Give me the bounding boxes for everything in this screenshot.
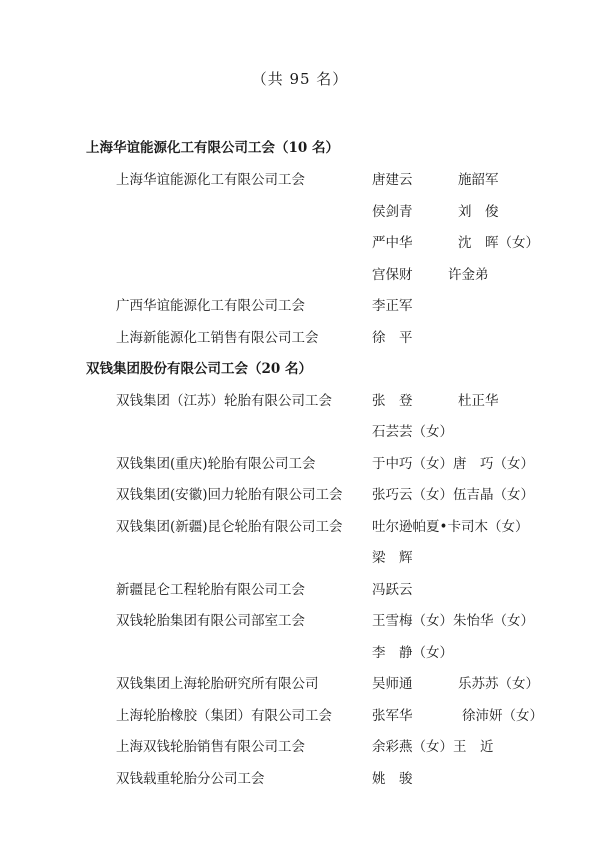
name-row bbox=[372, 231, 539, 251]
name-row bbox=[372, 735, 494, 755]
person-name: 侯剑青 bbox=[372, 204, 413, 220]
org-name: 双钱轮胎集团有限公司部室工会 bbox=[116, 613, 305, 629]
page-title: （共 95 名） bbox=[251, 70, 349, 88]
person-name: 许金弟 bbox=[448, 267, 489, 283]
person-name: 施韶军 bbox=[458, 172, 499, 188]
name-row bbox=[372, 200, 499, 220]
person-name: 吴师通 bbox=[372, 676, 413, 692]
person-name: 冯跃云 bbox=[372, 582, 413, 598]
person-name: 宫保财 bbox=[372, 267, 413, 283]
name-row bbox=[372, 641, 453, 661]
org-name: 上海华谊能源化工有限公司工会 bbox=[116, 172, 305, 188]
org-name: 双钱集团（江苏）轮胎有限公司工会 bbox=[116, 393, 332, 409]
name-row bbox=[372, 294, 413, 314]
org-name: 广西华谊能源化工有限公司工会 bbox=[116, 298, 305, 314]
person-name: 严中华 bbox=[372, 235, 413, 251]
org-name: 双钱集团(安徽)回力轮胎有限公司工会 bbox=[116, 487, 343, 503]
name-row bbox=[372, 515, 528, 535]
org-name: 双钱载重轮胎分公司工会 bbox=[116, 771, 265, 787]
person-name: 张军华 bbox=[372, 708, 413, 724]
name-row bbox=[372, 609, 534, 629]
person-name: 刘 俊 bbox=[458, 204, 499, 220]
person-name: 梁 辉 bbox=[372, 550, 413, 566]
person-name: 杜正华 bbox=[458, 393, 499, 409]
name-row bbox=[372, 672, 539, 692]
name-row bbox=[372, 168, 499, 188]
name-row bbox=[372, 704, 543, 724]
org-name: 双钱集团(重庆)轮胎有限公司工会 bbox=[116, 456, 316, 472]
person-name: 王雪梅（女）朱怡华（女） bbox=[372, 613, 534, 629]
name-row bbox=[372, 483, 534, 503]
person-name: 乐苏苏（女） bbox=[458, 676, 539, 692]
name-row bbox=[372, 767, 413, 787]
person-name: 唐建云 bbox=[372, 172, 413, 188]
person-name: 徐沛妍（女） bbox=[462, 708, 543, 724]
org-name: 双钱集团上海轮胎研究所有限公司 bbox=[116, 676, 319, 692]
person-name: 张巧云（女）伍吉晶（女） bbox=[372, 487, 534, 503]
person-name: 余彩燕（女）王 近 bbox=[372, 739, 494, 755]
name-row bbox=[372, 578, 413, 598]
org-name: 双钱集团(新疆)昆仑轮胎有限公司工会 bbox=[116, 519, 343, 535]
person-name: 吐尔逊帕夏•卡司木（女） bbox=[372, 519, 529, 535]
person-name: 石芸芸（女） bbox=[372, 424, 453, 440]
person-name: 姚 骏 bbox=[372, 771, 413, 787]
person-name: 张 登 bbox=[372, 393, 413, 409]
name-row bbox=[372, 420, 453, 440]
name-row bbox=[372, 326, 413, 346]
section-heading: 双钱集团股份有限公司工会（20 名） bbox=[86, 361, 312, 377]
person-name: 李 静（女） bbox=[372, 645, 453, 661]
name-row bbox=[372, 546, 413, 566]
section-heading: 上海华谊能源化工有限公司工会（10 名） bbox=[86, 140, 339, 156]
person-name: 沈 晖（女） bbox=[458, 235, 539, 251]
name-row bbox=[372, 389, 499, 409]
name-row bbox=[372, 263, 489, 283]
name-row bbox=[372, 452, 534, 472]
person-name: 李正军 bbox=[372, 298, 413, 314]
person-name: 徐 平 bbox=[372, 330, 413, 346]
org-name: 上海轮胎橡胶（集团）有限公司工会 bbox=[116, 708, 332, 724]
org-name: 上海双钱轮胎销售有限公司工会 bbox=[116, 739, 305, 755]
person-name: 于中巧（女）唐 巧（女） bbox=[372, 456, 534, 472]
org-name: 新疆昆仑工程轮胎有限公司工会 bbox=[116, 582, 305, 598]
org-name: 上海新能源化工销售有限公司工会 bbox=[116, 330, 319, 346]
